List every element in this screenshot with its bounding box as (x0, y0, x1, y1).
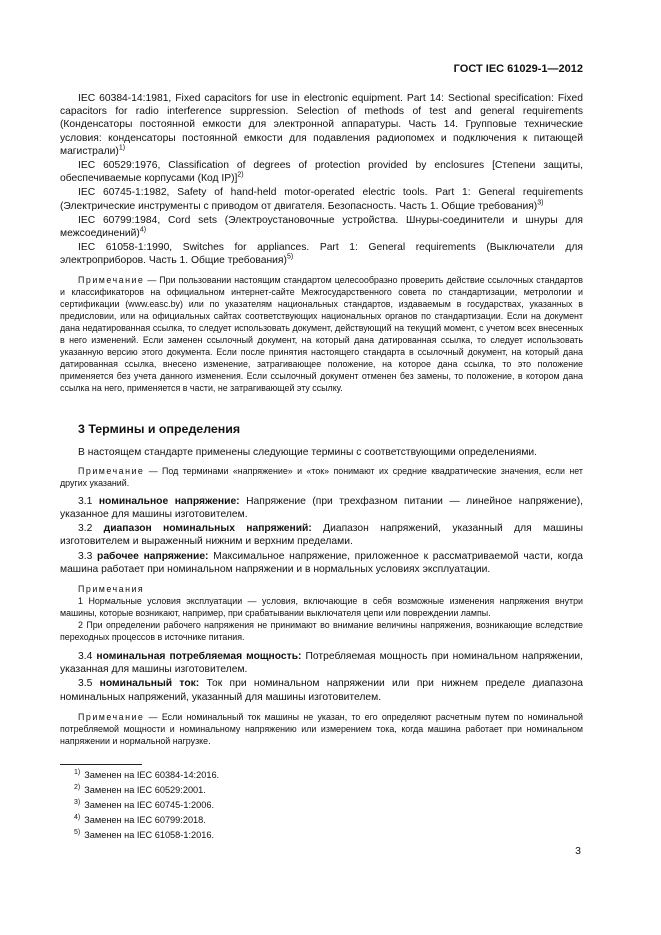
term-definition: 3.2 диапазон номинальных напряжений: Диапазон напряжений, указанный для машины изготовителем и выраженный нижним и верхним пределами. (60, 523, 583, 548)
normative-references (60, 92, 583, 268)
note-item: 1 Нормальные условия эксплуатации — условия, включающие в себя возможные изменения напряжения внутри машины, которые возникают, например, при срабатывании выключателя цепи или повреждении лампы. (60, 596, 583, 619)
page-number: 3 (575, 845, 581, 857)
reference-item: IEC 60745-1:1982, Safety of hand-held motor-operated electric tools. Part 1: General requirements (Электрические инструменты с приводом от двигателя. Безопасность. Часть 1. Общие требования)$^{3)}$ (60, 187, 583, 212)
terms-list-2 (60, 650, 583, 704)
term-definition: 3.3 рабочее напряжение: Максимальное напряжение, приложенное к рассматриваемой части, когда машина работает при номинальном напряжении и в нормальных условиях эксплуатации. (60, 550, 583, 575)
footnote-item: $^{5)}$ Заменен на IEC 61058-1:2016. (74, 828, 214, 840)
reference-item: IEC 60529:1976, Classification of degrees of protection provided by enclosures [Степени защиты, обеспечиваемые корпусами (Код IP)]$^{2)}$ (60, 160, 583, 185)
footnote-item: $^{3)}$ Заменен на IEC 60745-1:2006. (74, 798, 214, 810)
main-content (60, 92, 583, 747)
footnotes (74, 768, 219, 843)
term-definition: 3.1 номинальное напряжение: Напряжение (при трехфазном питании — линейное напряжение), указанное для машины изготовителем. (60, 495, 583, 521)
footnote-item: $^{1)}$ Заменен на IEC 60384-14:2016. (74, 768, 220, 780)
section-intro: В настоящем стандарте применены следующие термины с соответствующими определениями. (78, 446, 538, 458)
rated-current-note: Примечание — Если номинальный ток машины не указан, то его определяют расчетным путем по номинальной потребляемой мощности и номинальному напряжению или измерением тока, когда машина работает при номинальном напряжении и нормальной нагрузке. (60, 711, 583, 746)
footnote-item: $^{4)}$ Заменен на IEC 60799:2018. (74, 813, 206, 825)
reference-item: IEC 60799:1984, Cord sets (Электроустановочные устройства. Шнуры-соединители и шнуры для межсоединений)$^{4)}$ (60, 214, 583, 240)
term-definition: 3.5 номинальный ток: Ток при номинальном напряжении или при нижнем пределе диапазона номинальных напряжений, указанный для машины изготовителем. (60, 678, 583, 703)
reference-item: IEC 61058-1:1990, Switches for appliances. Part 1: General requirements (Выключатели для электроприборов. Часть 1. Общие требования)$^{5)}$ (60, 242, 583, 267)
term-definition: 3.4 номинальная потребляемая мощность: Потребляемая мощность при номинальном напряжении, указанная для машины изготовителем. (60, 651, 583, 676)
terms-notes (60, 583, 583, 643)
terms-list (60, 495, 583, 576)
reference-item: IEC 60384-14:1981, Fixed capacitors for use in electronic equipment. Part 14: Sectional specification: Fixed capacitors for radio interference suppression. Selection of methods of test and general requirements (Конденсаторы постоянной емкости для электронной аппаратуры. Часть 14. Групповые технические условия: конденсаторы постоянной емкости для подавления радиопомех и подключения к питающей магистрали)$^{1)}$ (60, 93, 583, 157)
footnote-item: $^{2)}$ Заменен на IEC 60529:2001. (74, 783, 206, 795)
footnote-divider (60, 764, 142, 765)
note-item: 2 При определении рабочего напряжения не принимают во внимание величины напряжения, возникающие вследствие переходных процессов в источнике питания. (60, 620, 583, 643)
references-note: Примечание — При пользовании настоящим стандартом целесообразно проверить действие ссылочных стандартов и классификаторов на официальном интернет-сайте Межгосударственного совета по стандартизации, метрологии и сертификации (www.easc.by) или по указателям национальных стандартов, издаваемым в государствах, указанных в предисловии, или на официальных сайтах соответствующих национальных органов по стандартизации. Если на документ дана недатированная ссылка, то следует использовать документ, действующий на текущий момент, с учетом всех внесенных в него изменений. Если заменен ссылочный документ, на который дана датированная ссылка, то следует использовать указанную версию этого документа. Если после принятия настоящего стандарта в ссылочный документ, на который дана датированная ссылка, внесено изменение, затрагивающее положение, на которое дана ссылка, то это положение применяется без учета данного изменения. Если ссылочный документ отменен без замены, то положение, в котором дана ссылка на него, применяется в части, не затрагивающей эту ссылку. (60, 274, 583, 393)
notes-label: Примечания (78, 584, 145, 595)
standard-code-header: ГОСТ IEC 61029-1—2012 (453, 63, 583, 75)
terms-note: Примечание — Под терминами «напряжение» и «ток» понимают их средние квадратические значения, если нет других указаний. (60, 465, 583, 488)
section-title: 3 Термины и определения (78, 421, 241, 436)
